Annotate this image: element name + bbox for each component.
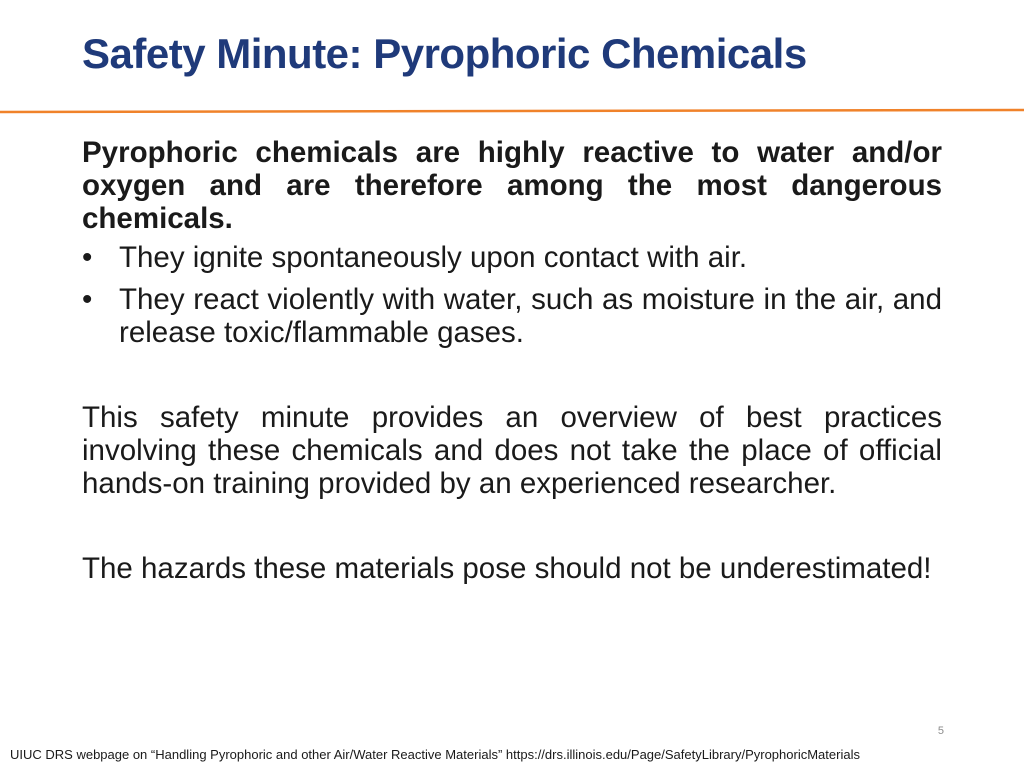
title-divider-line xyxy=(0,108,1024,114)
slide-body xyxy=(82,136,942,585)
slide-title: Safety Minute: Pyrophoric Chemicals xyxy=(82,30,807,77)
lead-paragraph: Pyrophoric chemicals are highly reactive to water and/or oxygen and are therefore among the most dangerous chemicals. xyxy=(82,136,942,235)
page-number: 5 xyxy=(937,725,944,737)
bullet-text: They ignite spontaneously upon contact with air. xyxy=(119,241,748,274)
overview-paragraph: This safety minute provides an overview of best practices involving these chemicals and does not take the place of official hands-on training provided by an experienced researcher. xyxy=(82,401,942,500)
footer-citation: UIUC DRS webpage on “Handling Pyrophoric and other Air/Water Reactive Materials” https://drs.illinois.edu/Page/SafetyLibrary/PyrophoricMaterials xyxy=(10,747,860,762)
bullet-item xyxy=(82,283,942,349)
bullet-text: They react violently with water, such as moisture in the air, and release toxic/flammable gases. xyxy=(119,283,942,349)
bullet-item xyxy=(82,241,942,274)
bullet-marker: • xyxy=(82,283,93,316)
bullet-list xyxy=(82,241,942,349)
warning-paragraph: The hazards these materials pose should not be underestimated! xyxy=(82,552,932,585)
bullet-marker: • xyxy=(82,241,93,274)
